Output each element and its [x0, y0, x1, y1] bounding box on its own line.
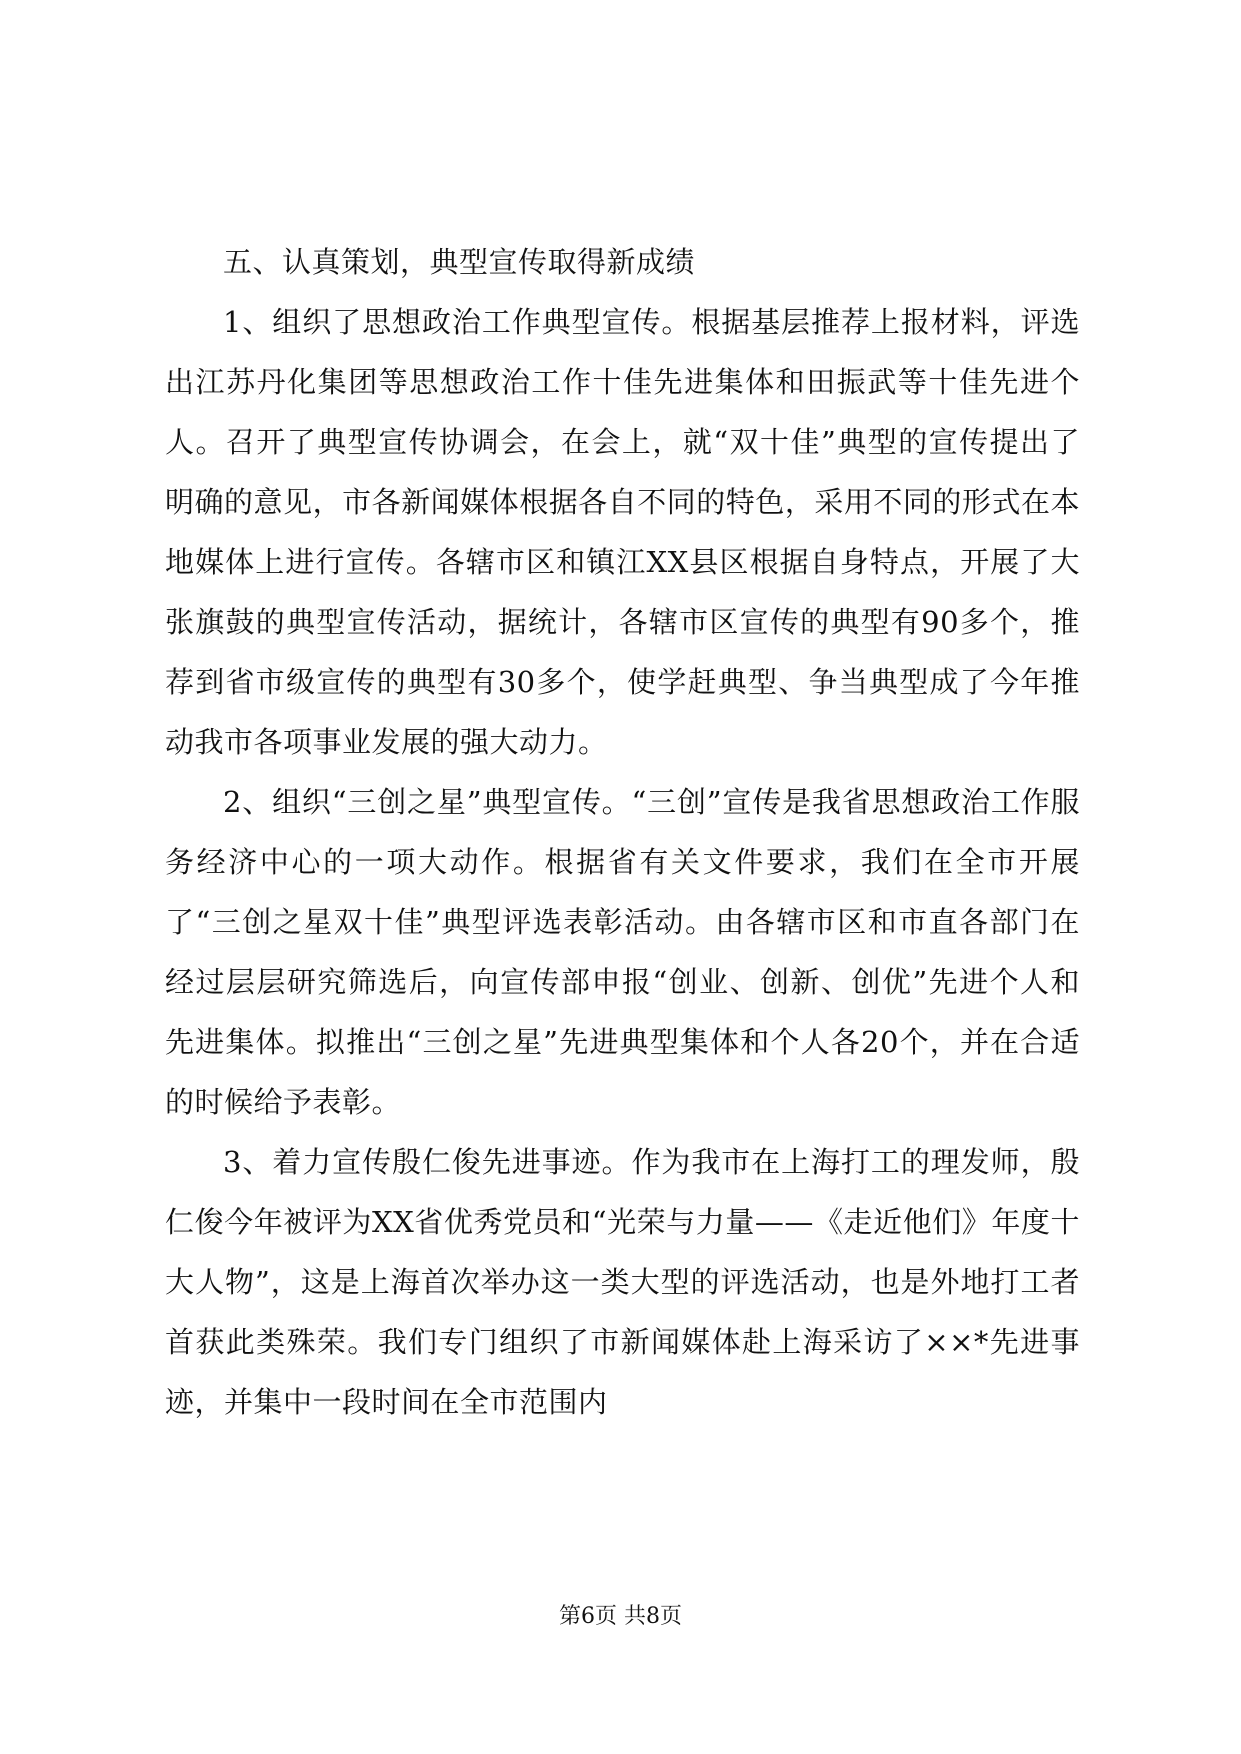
section-heading: 五、认真策划，典型宣传取得新成绩 — [223, 245, 696, 279]
paragraph-3: 3、着力宣传殷仁俊先进事迹。作为我市在上海打工的理发师，殷仁俊今年被评为XX省优秀党员和“光荣与力量——《走近他们》年度十大人物”，这是上海首次举办这一类大型的评选活动，也是外地打工者首获此类殊荣。我们专门组织了市新闻媒体赴上海采访了××*先进事迹，并集中一段时间在全市范围内 — [165, 1145, 1080, 1419]
page-footer: 第6页 共8页 — [559, 1604, 682, 1629]
document-body — [165, 232, 1080, 1432]
paragraph-1: 1、组织了思想政治工作典型宣传。根据基层推荐上报材料，评选出江苏丹化集团等思想政治工作十佳先进集体和田振武等十佳先进个人。召开了典型宣传协调会，在会上，就“双十佳”典型的宣传提出了明确的意见，市各新闻媒体根据各自不同的特色，采用不同的形式在本地媒体上进行宣传。各辖市区和镇江XX县区根据自身特点，开展了大张旗鼓的典型宣传活动，据统计，各辖市区宣传的典型有90多个，推荐到省市级宣传的典型有30多个，使学赶典型、争当典型成了今年推动我市各项事业发展的强大动力。 — [165, 305, 1080, 759]
paragraph-2: 2、组织“三创之星”典型宣传。“三创”宣传是我省思想政治工作服务经济中心的一项大动作。根据省有关文件要求，我们在全市开展了“三创之星双十佳”典型评选表彰活动。由各辖市区和市直各部门在经过层层研究筛选后，向宣传部申报“创业、创新、创优”先进个人和先进集体。拟推出“三创之星”先进典型集体和个人各20个，并在合适的时候给予表彰。 — [165, 785, 1080, 1119]
